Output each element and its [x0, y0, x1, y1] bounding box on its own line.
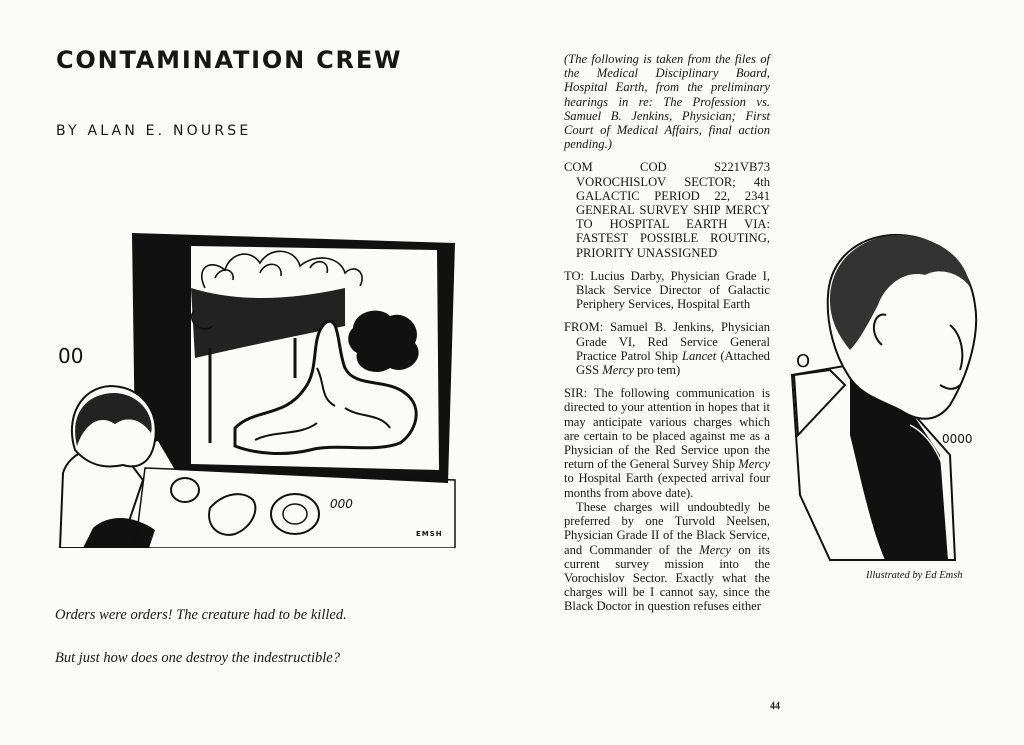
illustrator-credit: Illustrated by Ed Emsh	[866, 570, 963, 581]
transmission-header: COM COD S221VB73 VOROCHISLOV SECTOR; 4th GALACTIC PERIOD 22, 2341 GENERAL SURVEY SHIP MERCY TO HOSPITAL EARTH VIA: FASTEST POSSIBLE ROUTING, PRIORITY UNASSIGNED	[564, 160, 770, 260]
memo-body-2: These charges will undoubtedly be preferred by one Turvold Neelsen, Physician Grade II of the Black Service, and Commander of the Mercy on its current survey mission into the Vorochislov Sector. Exactly what the charges will be I cannot say, since the Black Doctor in question refuses either	[564, 499, 770, 614]
story-text-column	[564, 52, 770, 623]
panel-dots-left: 00	[58, 344, 84, 368]
svg-text:O: O	[796, 351, 811, 372]
panel-dots-right: 0000	[942, 432, 973, 446]
teaser-line-1: Orders were orders! The creature had to be killed.	[55, 607, 347, 623]
story-byline: BY ALAN E. NOURSE	[56, 123, 252, 139]
artist-signature: EMSH	[416, 530, 443, 538]
lab-illustration	[55, 218, 460, 548]
console-dots: 000	[330, 497, 353, 511]
memo-from: FROM: Samuel B. Jenkins, Physician Grade VI, Red Service General Practice Patrol Ship Lancet (Attached GSS Mercy pro tem)	[564, 320, 770, 378]
story-title: CONTAMINATION CREW	[56, 46, 403, 74]
portrait-illustration	[790, 225, 1000, 565]
memo-to: TO: Lucius Darby, Physician Grade I, Black Service Director of Galactic Periphery Services, Hospital Earth	[564, 268, 770, 312]
memo-body-1: SIR: The following communication is directed to your attention in hopes that it may anticipate various charges which are certain to be placed against me as a Physician of the Red Service upon the return of the General Survey Ship Mercy to Hospital Earth (expected arrival four months from above date).	[564, 386, 770, 500]
page-number: 44	[770, 701, 780, 712]
intro-paragraph: (The following is taken from the files of the Medical Disciplinary Board, Hospital Earth, from the preliminary hearings in re: The Profession vs. Samuel B. Jenkins, Physician; First Court of Medical Affairs, final action pending.)	[564, 52, 770, 152]
teaser-line-2: But just how does one destroy the indestructible?	[55, 650, 340, 666]
